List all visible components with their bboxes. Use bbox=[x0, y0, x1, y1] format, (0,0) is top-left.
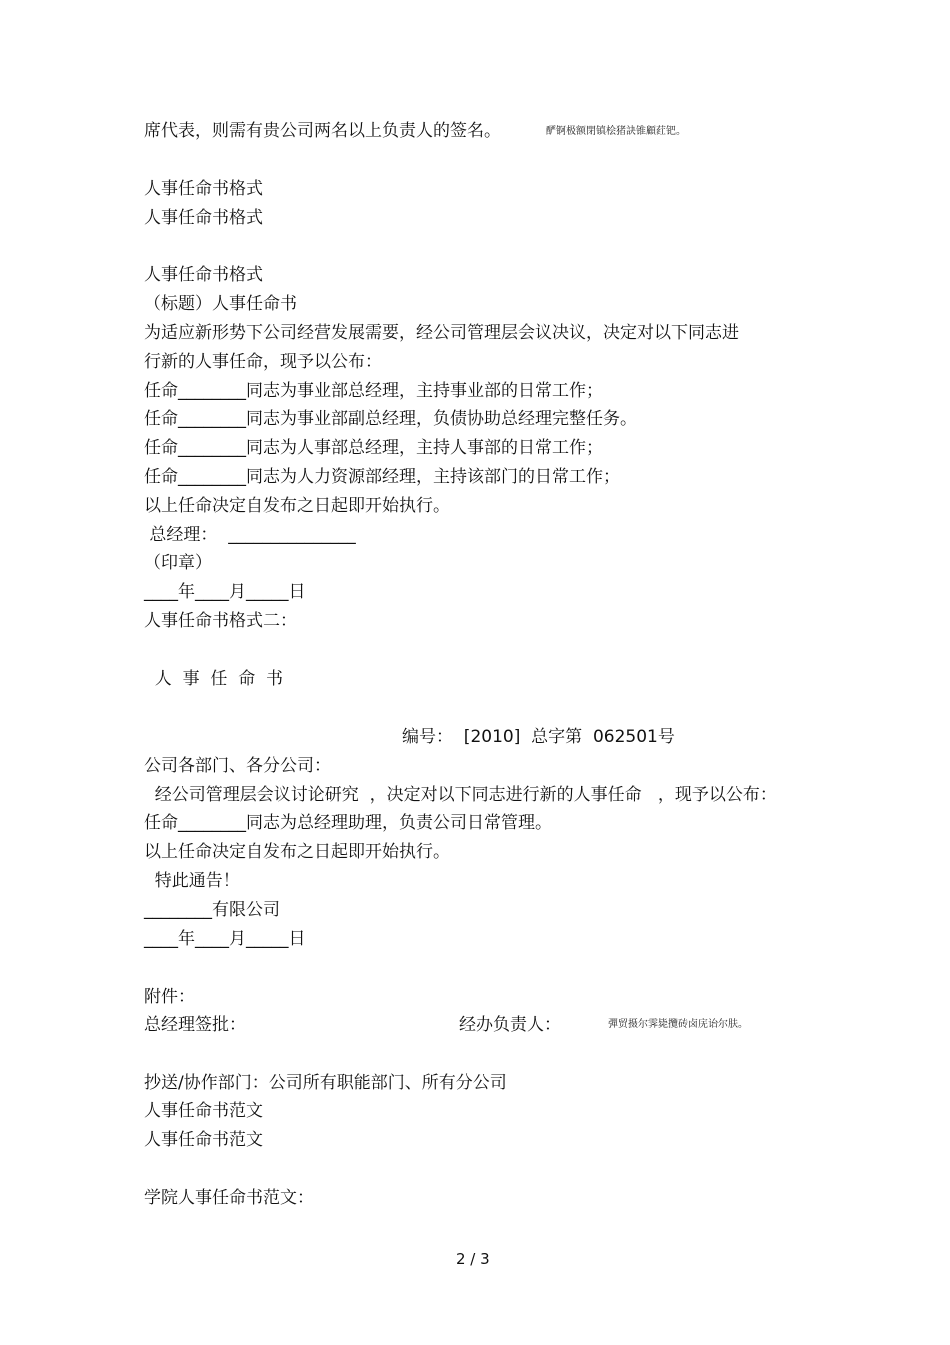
garbled-note: 彈贸摄尔霁毙攬砖卤庑诒尔肤。 bbox=[608, 1019, 748, 1030]
attachment-label: 附件： bbox=[144, 987, 195, 1007]
text-line: 席代表，则需有贵公司两名以上负责人的签名。 bbox=[144, 121, 501, 141]
text-line: 为适应新形势下公司经营发展需要，经公司管理层会议决议，决定对以下同志进 bbox=[144, 323, 739, 343]
text-line: 人事任命书格式 bbox=[144, 208, 263, 228]
appointment-line: 任命________同志为人力资源部经理，主持该部门的日常工作； bbox=[144, 467, 620, 487]
text-line: 特此通告！ bbox=[144, 871, 240, 891]
company-line: ________有限公司 bbox=[144, 900, 280, 920]
signature-line: 总经理： _______________ bbox=[144, 525, 356, 545]
seal-line: （印章） bbox=[144, 553, 212, 573]
text-line: 以上任命决定自发布之日起即开始执行。 bbox=[144, 496, 450, 516]
appointment-line: 任命________同志为总经理助理，负责公司日常管理。 bbox=[144, 813, 552, 833]
garbled-note: 酽锕极额閉镇桧猪訣锥顧荭钯。 bbox=[546, 126, 686, 137]
appointment-line: 任命________同志为人事部总经理，主持人事部的日常工作； bbox=[144, 438, 603, 458]
text-line: 人事任命书范文 bbox=[144, 1101, 263, 1121]
text-line: 以上任命决定自发布之日起即开始执行。 bbox=[144, 842, 450, 862]
approval-label: 总经理签批： bbox=[144, 1015, 246, 1035]
date-line: ____年____月_____日 bbox=[144, 929, 306, 949]
section-heading: 人事任命书格式 bbox=[144, 265, 263, 285]
document-number: 编号： [2010] 总字第 062501号 bbox=[402, 727, 675, 747]
text-line: 人事任命书范文 bbox=[144, 1130, 263, 1150]
text-line: 人事任命书格式 bbox=[144, 179, 263, 199]
appointment-line: 任命________同志为事业部总经理，主持事业部的日常工作； bbox=[144, 381, 603, 401]
page-number: 2 / 3 bbox=[456, 1250, 490, 1268]
salutation: 公司各部门、各分公司： bbox=[144, 756, 331, 776]
text-line: 学院人事任命书范文： bbox=[144, 1188, 314, 1208]
handler-label: 经办负责人： bbox=[459, 1015, 561, 1035]
document-title: 人 事 任 命 书 bbox=[144, 669, 284, 689]
cc-line: 抄送/协作部门：公司所有职能部门、所有分公司 bbox=[144, 1073, 507, 1093]
date-line: ____年____月_____日 bbox=[144, 582, 306, 602]
text-line: 经公司管理层会议讨论研究 ，决定对以下同志进行新的人事任命 ，现予以公布： bbox=[144, 785, 777, 805]
appointment-line: 任命________同志为事业部副总经理，负债协助总经理完整任务。 bbox=[144, 409, 637, 429]
text-line: （标题）人事任命书 bbox=[144, 294, 297, 314]
section-heading: 人事任命书格式二： bbox=[144, 611, 297, 631]
text-line: 行新的人事任命，现予以公布： bbox=[144, 352, 382, 372]
